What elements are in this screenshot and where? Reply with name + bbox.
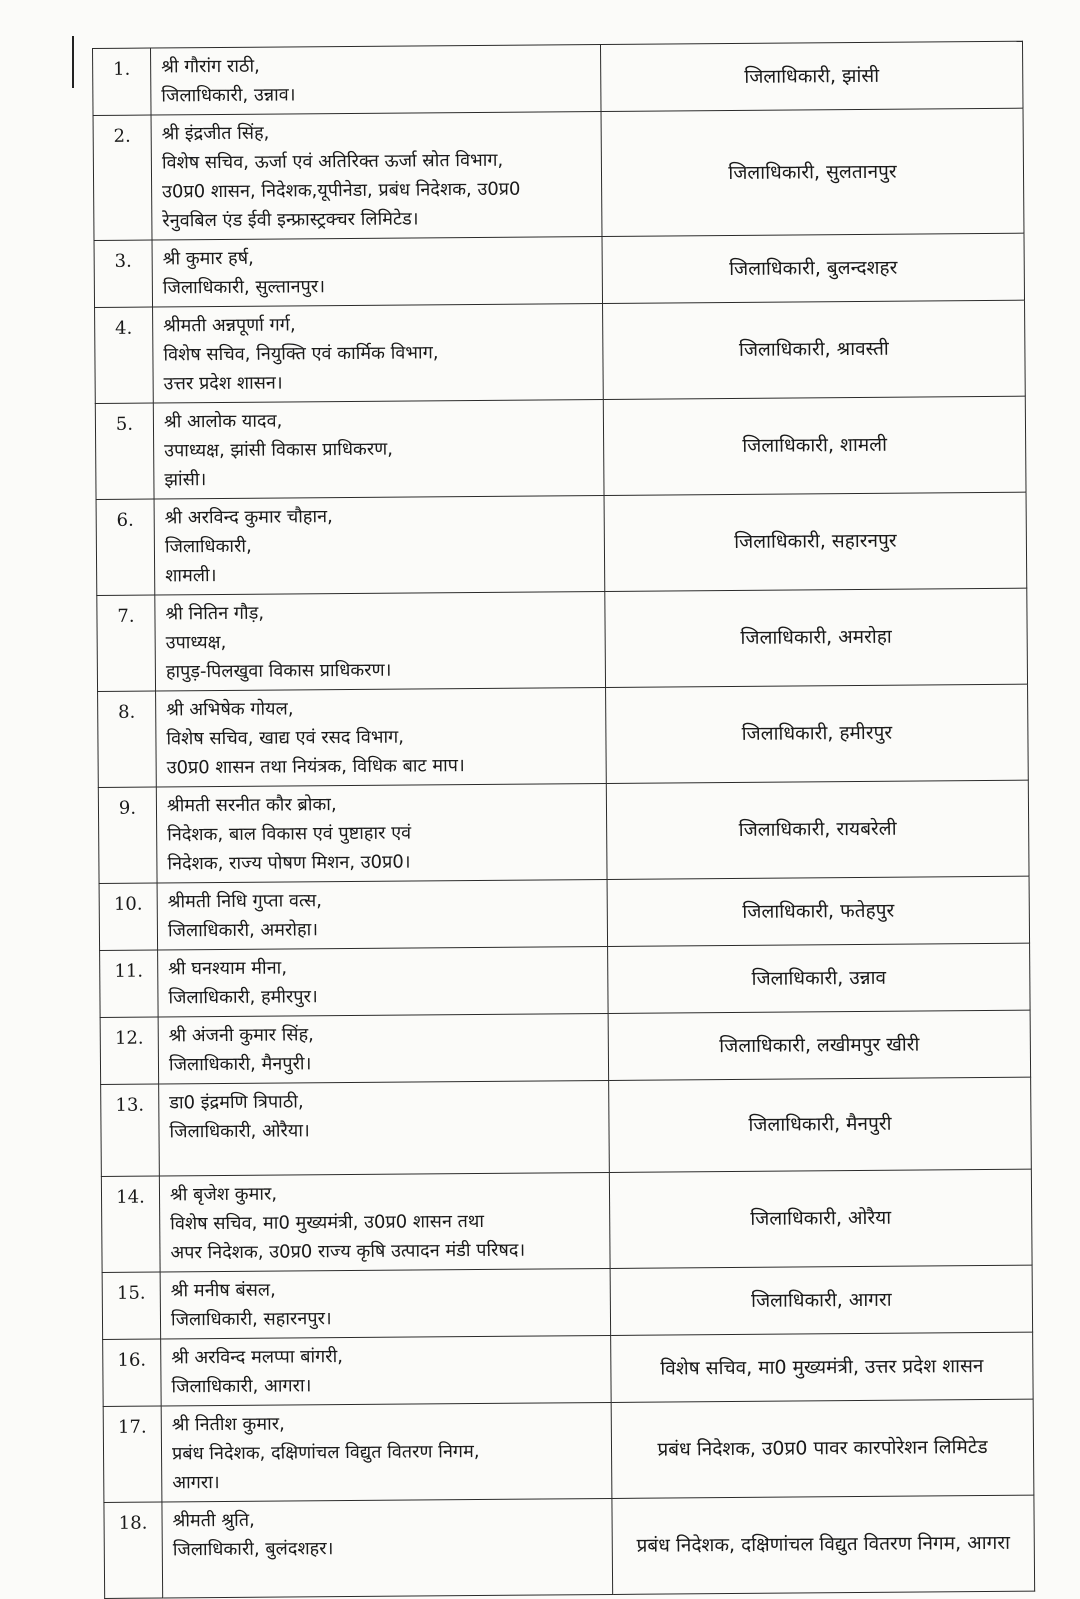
officer-detail-line: श्री नितिन गौड़, xyxy=(165,602,265,625)
officer-current-post xyxy=(157,879,608,950)
officer-detail-line: श्री नितीश कुमार, xyxy=(171,1413,285,1436)
new-posting: जिलाधिकारी, मैनपुरी xyxy=(609,1077,1032,1172)
officer-detail-line: जिलाधिकारी, ओरैया। xyxy=(169,1120,310,1143)
serial-number: 3. xyxy=(94,240,153,307)
officer-current-post xyxy=(162,1498,613,1598)
serial-number: 4. xyxy=(95,307,154,403)
serial-number: 11. xyxy=(100,950,159,1017)
officer-detail-line: श्रीमती निधि गुप्ता वत्स, xyxy=(167,890,323,913)
officer-current-post xyxy=(160,1268,611,1339)
officer-detail-line: विशेष सचिव, मा0 मुख्यमंत्री, उ0प्र0 शासन तथा xyxy=(170,1210,485,1235)
officer-detail-line: डा0 इंद्रमणि त्रिपाठी, xyxy=(169,1091,304,1114)
officer-current-post xyxy=(153,399,604,499)
officer-detail-line: श्री इंद्रजीत सिंह, xyxy=(161,122,270,145)
new-posting: विशेष सचिव, मा0 मुख्यमंत्री, उत्तर प्रदेश शासन xyxy=(611,1332,1034,1402)
table-row xyxy=(95,300,1026,403)
officer-current-post xyxy=(158,1013,609,1084)
officer-detail-line: जिलाधिकारी, उन्नाव। xyxy=(161,84,296,107)
serial-number: 16. xyxy=(103,1339,162,1406)
serial-number: 1. xyxy=(93,48,152,115)
officer-detail-line: निदेशक, बाल विकास एवं पुष्टाहार एवं xyxy=(167,822,412,846)
officer-detail-line: जिलाधिकारी, आगरा। xyxy=(171,1375,312,1398)
serial-number: 15. xyxy=(102,1272,161,1339)
table-row xyxy=(99,876,1029,950)
officer-detail-line: शामली। xyxy=(165,565,217,587)
officer-detail-line: उ0प्र0 शासन, निदेशक,यूपीनेडा, प्रबंध निदेशक, उ0प्र0 xyxy=(162,178,521,203)
officer-detail-line: श्री घनश्याम मीना, xyxy=(168,957,288,980)
serial-number: 10. xyxy=(99,883,158,950)
table-row xyxy=(93,108,1024,240)
officer-current-post xyxy=(159,1172,610,1272)
new-posting: प्रबंध निदेशक, उ0प्र0 पावर कारपोरेशन लिमिटेड xyxy=(611,1399,1034,1498)
new-posting: जिलाधिकारी, सहारनपुर xyxy=(604,492,1027,591)
officer-detail-line: उपाध्यक्ष, झांसी विकास प्राधिकरण, xyxy=(164,438,393,462)
new-posting: जिलाधिकारी, बुलन्दशहर xyxy=(602,233,1025,303)
table-row xyxy=(100,1010,1030,1084)
officer-detail-line: उ0प्र0 शासन तथा नियंत्रक, विधिक बाट माप। xyxy=(166,755,465,779)
new-posting: जिलाधिकारी, फतेहपुर xyxy=(607,876,1030,946)
new-posting: जिलाधिकारी, सुलतानपुर xyxy=(601,108,1024,236)
officer-current-post xyxy=(151,112,602,241)
serial-number: 12. xyxy=(100,1017,159,1084)
serial-number: 13. xyxy=(101,1084,160,1176)
officer-detail-line: श्रीमती अन्नपूर्णा गर्ग, xyxy=(163,314,296,337)
officer-current-post xyxy=(158,946,609,1017)
table-row xyxy=(104,1495,1035,1598)
new-posting: जिलाधिकारी, श्रावस्ती xyxy=(603,300,1026,399)
officer-detail-line: विशेष सचिव, ऊर्जा एवं अतिरिक्त ऊर्जा स्रोत विभाग, xyxy=(161,149,504,174)
officer-detail-line: निदेशक, राज्य पोषण मिशन, उ0प्र0। xyxy=(167,851,411,875)
table-row xyxy=(102,1265,1032,1339)
new-posting: जिलाधिकारी, उन्नाव xyxy=(608,943,1031,1013)
officer-current-post xyxy=(153,303,604,403)
officer-detail-line: श्री आलोक यादव, xyxy=(163,410,283,433)
page-margin-mark xyxy=(72,36,74,88)
new-posting: जिलाधिकारी, रायबरेली xyxy=(606,780,1029,879)
transfer-order-table xyxy=(92,41,1035,1599)
serial-number: 17. xyxy=(103,1406,162,1502)
new-posting: जिलाधिकारी, हमीरपुर xyxy=(606,684,1029,783)
serial-number: 2. xyxy=(93,115,152,240)
officer-detail-line: उपाध्यक्ष, xyxy=(165,631,227,654)
officer-detail-line: आगरा। xyxy=(172,1472,220,1494)
officer-current-post xyxy=(156,783,607,883)
serial-number: 6. xyxy=(96,499,155,595)
officer-detail-line: श्री गौरांग राठी, xyxy=(161,55,260,78)
officer-current-post xyxy=(151,45,602,116)
officer-current-post xyxy=(161,1402,612,1502)
new-posting: जिलाधिकारी, लखीमपुर खीरी xyxy=(608,1010,1031,1080)
serial-number: 7. xyxy=(97,595,156,691)
table-row xyxy=(101,1077,1032,1176)
serial-number: 5. xyxy=(95,403,154,499)
officer-current-post xyxy=(152,237,603,308)
new-posting: जिलाधिकारी, शामली xyxy=(603,396,1026,495)
table-row xyxy=(93,41,1023,115)
officer-detail-line: झांसी। xyxy=(164,469,207,491)
officer-current-post xyxy=(154,495,605,595)
officer-detail-line: श्री अरविन्द मलप्पा बांगरी, xyxy=(171,1346,344,1369)
officer-current-post xyxy=(159,1080,610,1176)
officer-detail-line: रेनुवबिल एंड ईवी इन्फ्रास्ट्रक्चर लिमिटेड। xyxy=(162,208,419,232)
officer-detail-line: श्री अंजनी कुमार सिंह, xyxy=(168,1024,314,1047)
officer-detail-line: अपर निदेशक, उ0प्र0 राज्य कृषि उत्पादन मंडी परिषद। xyxy=(170,1239,526,1264)
new-posting: जिलाधिकारी, ओरैया xyxy=(609,1169,1032,1268)
table-row xyxy=(98,780,1029,883)
new-posting: जिलाधिकारी, आगरा xyxy=(610,1265,1033,1335)
table-row xyxy=(103,1332,1033,1406)
officer-detail-line: जिलाधिकारी, मैनपुरी। xyxy=(168,1053,312,1076)
officer-detail-line: श्री कुमार हर्ष, xyxy=(162,247,254,270)
officer-detail-line: हापुड़-पिलखुवा विकास प्राधिकरण। xyxy=(165,659,392,683)
officer-detail-line: प्रबंध निदेशक, दक्षिणांचल विद्युत वितरण निगम, xyxy=(171,1441,480,1465)
table-row xyxy=(101,1169,1032,1272)
officer-detail-line: जिलाधिकारी, हमीरपुर। xyxy=(168,986,318,1009)
table-row xyxy=(94,233,1024,307)
officer-detail-line: जिलाधिकारी, xyxy=(164,535,252,558)
serial-number: 8. xyxy=(98,691,157,787)
officer-current-post xyxy=(161,1335,612,1406)
table-row xyxy=(97,588,1028,691)
officer-detail-line: श्रीमती श्रुति, xyxy=(172,1509,255,1532)
officer-detail-line: श्री अरविन्द कुमार चौहान, xyxy=(164,506,333,529)
table-row xyxy=(96,492,1027,595)
serial-number: 18. xyxy=(104,1502,163,1598)
serial-number: 9. xyxy=(98,787,157,883)
officer-current-post xyxy=(155,591,606,691)
officer-current-post xyxy=(156,687,607,787)
officer-detail-line: श्री मनीष बंसल, xyxy=(170,1279,276,1302)
new-posting: जिलाधिकारी, झांसी xyxy=(600,41,1023,111)
officer-detail-line: विशेष सचिव, खाद्य एवं रसद विभाग, xyxy=(166,726,405,750)
transfer-order-rows xyxy=(93,41,1035,1598)
table-row xyxy=(103,1399,1034,1502)
officer-detail-line: उत्तर प्रदेश शासन। xyxy=(163,372,283,395)
officer-detail-line: श्री अभिषेक गोयल, xyxy=(166,698,294,721)
officer-detail-line: जिलाधिकारी, अमरोहा। xyxy=(167,919,319,942)
serial-number: 14. xyxy=(101,1176,160,1272)
officer-detail-line: श्री बृजेश कुमार, xyxy=(169,1183,278,1206)
new-posting: प्रबंध निदेशक, दक्षिणांचल विद्युत वितरण निगम, आगरा xyxy=(612,1495,1035,1594)
officer-detail-line: जिलाधिकारी, सहारनपुर। xyxy=(170,1308,332,1331)
table-row xyxy=(98,684,1029,787)
table-row xyxy=(95,396,1026,499)
table-row xyxy=(100,943,1030,1017)
officer-detail-line: श्रीमती सरनीत कौर ब्रोका, xyxy=(166,794,337,817)
officer-detail-line: जिलाधिकारी, बुलंदशहर। xyxy=(172,1538,334,1561)
officer-detail-line: जिलाधिकारी, सुल्तानपुर। xyxy=(162,276,326,299)
officer-detail-line: विशेष सचिव, नियुक्ति एवं कार्मिक विभाग, xyxy=(163,342,439,366)
new-posting: जिलाधिकारी, अमरोहा xyxy=(605,588,1028,687)
